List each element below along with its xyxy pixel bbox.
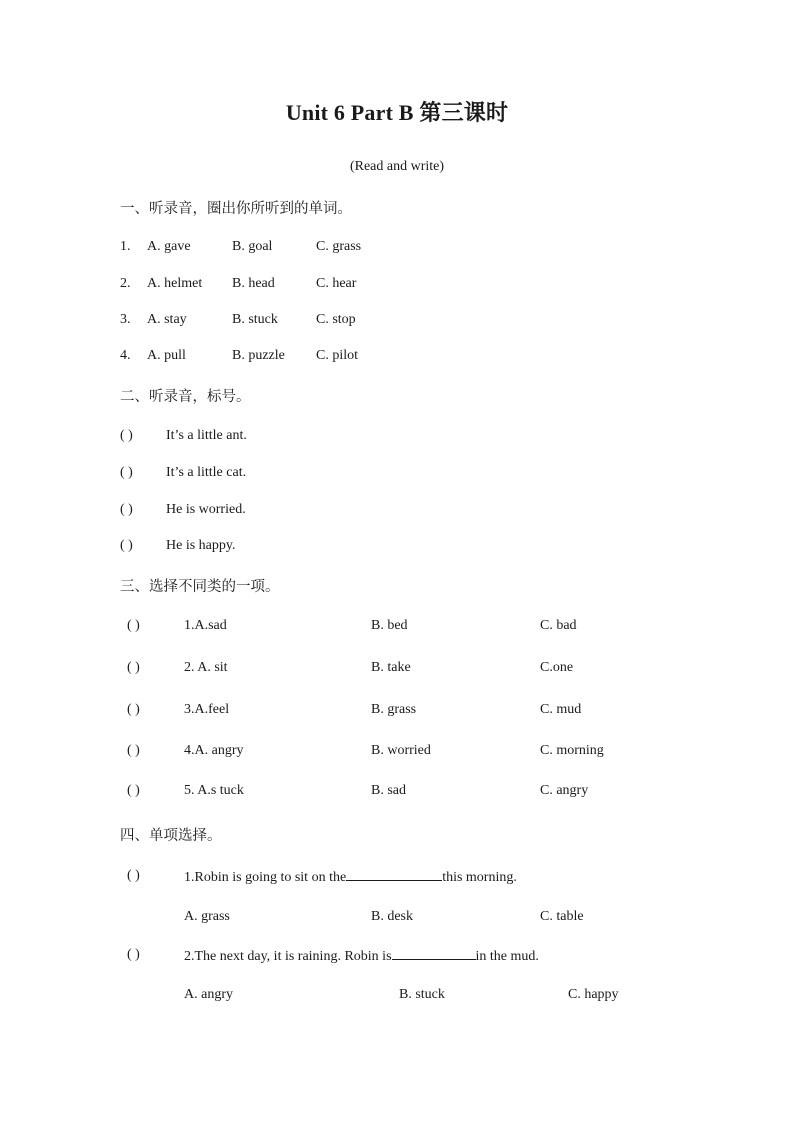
answer-blank[interactable]: ( ) — [120, 465, 133, 480]
answer-blank[interactable]: ( ) — [120, 538, 133, 553]
option-c: C. stop — [316, 312, 356, 327]
answer-blank[interactable]: ( ) — [127, 868, 140, 883]
item-number: 4. — [120, 348, 131, 363]
item-text: He is worried. — [166, 502, 246, 517]
fill-blank[interactable] — [392, 947, 476, 960]
answer-blank[interactable]: ( ) — [127, 702, 140, 717]
option-a: 4.A. angry — [184, 743, 244, 758]
answer-blank[interactable]: ( ) — [120, 428, 133, 443]
option-a: 3.A.feel — [184, 702, 230, 717]
option-a: A. stay — [147, 312, 187, 327]
option-b: B. grass — [371, 702, 417, 717]
item-text: He is happy. — [166, 538, 236, 553]
question-text-before: 2.The next day, it is raining. Robin is — [184, 949, 392, 964]
item-number: 2. — [120, 276, 131, 291]
option-c: C. table — [540, 909, 584, 924]
option-b: B. puzzle — [232, 348, 285, 363]
option-c: C. pilot — [316, 348, 359, 363]
option-c: C. bad — [540, 618, 577, 633]
option-b: B. stuck — [232, 312, 278, 327]
item-text: It’s a little ant. — [166, 428, 247, 443]
option-a: 1.A.sad — [184, 618, 227, 633]
question-text — [184, 947, 539, 965]
question-text — [184, 868, 517, 886]
item-text: It’s a little cat. — [166, 465, 247, 480]
section-1-heading: 一、听录音，圈出你所听到的单词。 — [120, 201, 352, 217]
question-text-after: this morning. — [442, 870, 517, 885]
question-text-after: in the mud. — [475, 949, 539, 964]
section-3-heading: 三、选择不同类的一项。 — [120, 579, 280, 595]
option-a: 2. A. sit — [184, 660, 228, 675]
page-title: Unit 6 Part B 第三课时 — [285, 100, 509, 125]
option-b: B. sad — [371, 783, 406, 798]
page-subtitle: (Read and write) — [349, 159, 445, 174]
answer-blank[interactable]: ( ) — [127, 947, 140, 962]
option-b: B. worried — [371, 743, 431, 758]
option-c: C. grass — [316, 239, 362, 254]
answer-blank[interactable]: ( ) — [127, 618, 140, 633]
question-text-before: 1.Robin is going to sit on the — [184, 870, 347, 885]
option-b: B. desk — [371, 909, 413, 924]
option-c: C. happy — [568, 987, 619, 1002]
option-a: 5. A.s tuck — [184, 783, 244, 798]
option-a: A. angry — [184, 987, 233, 1002]
option-a: A. pull — [147, 348, 186, 363]
option-c: C. angry — [540, 783, 589, 798]
section-2-heading: 二、听录音，标号。 — [120, 389, 251, 405]
option-a: A. grass — [184, 909, 230, 924]
fill-blank[interactable] — [346, 868, 442, 881]
answer-blank[interactable]: ( ) — [127, 743, 140, 758]
answer-blank[interactable]: ( ) — [127, 783, 140, 798]
option-a: A. gave — [147, 239, 191, 254]
option-b: B. take — [371, 660, 411, 675]
option-c: C. morning — [540, 743, 604, 758]
option-c: C. mud — [540, 702, 582, 717]
item-number: 3. — [120, 312, 131, 327]
answer-blank[interactable]: ( ) — [127, 660, 140, 675]
option-c: C.one — [540, 660, 574, 675]
answer-blank[interactable]: ( ) — [120, 502, 133, 517]
option-b: B. head — [232, 276, 275, 291]
option-a: A. helmet — [147, 276, 203, 291]
option-b: B. bed — [371, 618, 408, 633]
option-b: B. goal — [232, 239, 273, 254]
section-4-heading: 四、单项选择。 — [120, 828, 222, 844]
item-number: 1. — [120, 239, 131, 254]
option-c: C. hear — [316, 276, 357, 291]
option-b: B. stuck — [399, 987, 445, 1002]
